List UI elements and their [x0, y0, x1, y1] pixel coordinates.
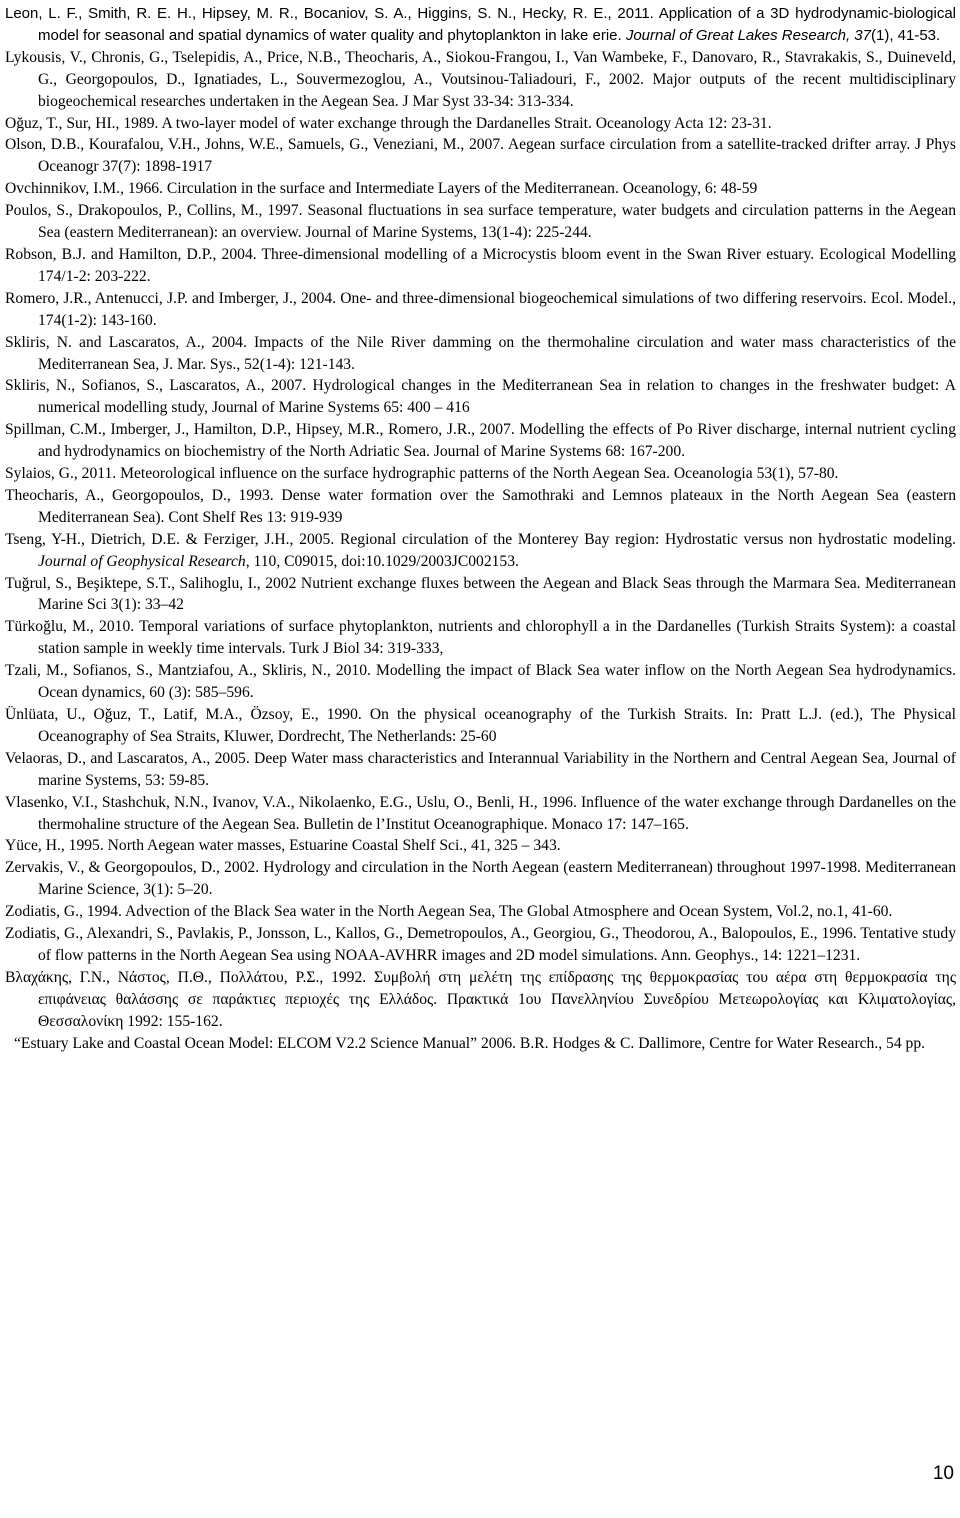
- page-number: 10: [932, 1463, 954, 1484]
- reference-entry: [5, 923, 956, 967]
- reference-text: Theocharis, A., Georgopoulos, D., 1993. Dense water formation over the Samothraki and Lemnos plateaux in the North Aegean Sea (eastern Mediterranean Sea). Cont Shelf Res 13: 919-939: [5, 486, 956, 526]
- reference-text: Zervakis, V., & Georgopoulos, D., 2002. Hydrology and circulation in the North Aegean (eastern Mediterranean) throughout 1997-1998. Mediterranean Marine Science, 3(1): 5–20.: [5, 859, 956, 899]
- reference-entry: [5, 3, 956, 47]
- reference-entry: [5, 288, 956, 332]
- reference-text: (1), 41-53.: [870, 26, 941, 44]
- reference-text: Yüce, H., 1995. North Aegean water masses, Estuarine Coastal Shelf Sci., 41, 325 – 343.: [5, 837, 561, 855]
- reference-text: Spillman, C.M., Imberger, J., Hamilton, D.P., Hipsey, M.R., Romero, J.R., 2007. Modelling the effects of Po River discharge, internal nutrient cycling and hydrodynamics on biochemistry of the North Adriatic Sea. Journal of Marine Systems 68: 167-200.: [5, 421, 956, 461]
- reference-entry: [5, 419, 956, 463]
- reference-text: Sylaios, G., 2011. Meteorological influence on the surface hydrographic patterns of the North Aegean Sea. Oceanologia 53(1), 57-80.: [5, 465, 839, 483]
- reference-list: [5, 3, 956, 1055]
- reference-text: Skliris, N. and Lascaratos, A., 2004. Impacts of the Nile River damming on the thermohaline circulation and water mass characteristics of the Mediterranean Sea, J. Mar. Sys., 52(1-4): 121-143.: [5, 333, 956, 373]
- reference-text: Velaoras, D., and Lascaratos, A., 2005. Deep Water mass characteristics and Interannual Variability in the Northern and Central Aegean Sea, Journal of marine Systems, 53: 59-85.: [5, 749, 956, 789]
- reference-text: Zodiatis, G., 1994. Advection of the Black Sea water in the North Aegean Sea, The Global Atmosphere and Ocean System, Vol.2, no.1, 41-60.: [5, 903, 893, 921]
- reference-entry: [5, 967, 956, 1033]
- reference-text: Tzali, M., Sofianos, S., Mantziafou, A., Skliris, N., 2010. Modelling the impact of Black Sea water inflow on the North Aegean Sea hydrodynamics. Ocean dynamics, 60 (3): 585–596.: [5, 662, 956, 702]
- reference-italic-text: Journal of Geophysical Research,: [38, 552, 250, 570]
- reference-entry: [5, 200, 956, 244]
- reference-text: Türkoğlu, M., 2010. Temporal variations of surface phytoplankton, nutrients and chlorophyll a in the Dardanelles (Turkish Straits System): a coastal station sample in weekly time intervals. Turk J Biol 34: 319-333,: [5, 618, 956, 658]
- reference-entry: [5, 178, 956, 200]
- reference-entry: [5, 573, 956, 617]
- reference-text: Oğuz, T., Sur, HI., 1989. A two-layer model of water exchange through the Dardanelles Strait. Oceanology Acta 12: 23-31.: [5, 114, 772, 132]
- reference-entry: [5, 332, 956, 376]
- reference-entry: [5, 375, 956, 419]
- reference-text: Lykousis, V., Chronis, G., Tselepidis, A., Price, N.B., Theocharis, A., Siokou-Frangou, I., Van Wambeke, F., Danovaro, R., Stavrakakis, S., Duineveld, G., Georgopoulos, D., Ignatiades, L., Souvermezoglou, A., Voutsinou-Taliadouri, F., 2002. Major outputs of the recent multidisciplinary biogeochemical researches undertaken in the Aegean Sea. J Mar Syst 33-34: 313-334.: [5, 48, 956, 110]
- reference-entry: [5, 134, 956, 178]
- reference-italic-text: Journal of Great Lakes Research, 37: [625, 26, 871, 44]
- reference-text: Vlasenko, V.I., Stashchuk, N.N., Ivanov, V.A., Nikolaenko, E.G., Uslu, O., Benli, H., 1996. Influence of the water exchange through Dardanelles on the thermohaline structure of the Aegean Sea. Bulletin de l’Institut Oceanographique. Monaco 17: 147–165.: [5, 793, 956, 833]
- reference-entry: [5, 835, 956, 857]
- reference-text: “Estuary Lake and Coastal Ocean Model: ELCOM V2.2 Science Manual” 2006. B.R. Hodges & C. Dallimore, Centre for Water Research., 54 pp.: [14, 1034, 926, 1052]
- reference-text: Olson, D.B., Kourafalou, V.H., Johns, W.E., Samuels, G., Veneziani, M., 2007. Aegean surface circulation from a satellite-tracked drifter array. J Phys Oceanogr 37(7): 1898-1917: [5, 136, 956, 176]
- reference-text: Βλαχάκης, Γ.Ν., Νάστος, Π.Θ., Πολλάτου, Ρ.Σ., 1992. Συμβολή στη μελέτη της επίδρασης της θερμοκρασίας του αέρα στη θερμοκρασία της επιφάνειας θαλάσσης σε παράκτιες περιοχές της Ελλάδος. Πρακτικά 1ου Πανελληνίου Συνεδρίου Μετεωρολογίας και Κλιματολογίας, Θεσσαλονίκη 1992: 155-162.: [5, 968, 956, 1030]
- reference-entry: [5, 529, 956, 573]
- reference-text: Ovchinnikov, I.M., 1966. Circulation in the surface and Intermediate Layers of the Mediterranean. Oceanology, 6: 48-59: [5, 180, 758, 198]
- reference-entry: [5, 47, 956, 113]
- reference-entry: [5, 463, 956, 485]
- reference-text: Ünlüata, U., Oğuz, T., Latif, M.A., Özsoy, E., 1990. On the physical oceanography of the Turkish Straits. In: Pratt L.J. (ed.), The Physical Oceanography of Sea Straits, Kluwer, Dordrecht, The Netherlands: 25-60: [5, 706, 956, 745]
- reference-entry: [5, 244, 956, 288]
- reference-entry: [5, 660, 956, 704]
- reference-entry: [5, 704, 956, 748]
- reference-text: Robson, B.J. and Hamilton, D.P., 2004. Three-dimensional modelling of a Microcystis bloom event in the Swan River estuary. Ecological Modelling 174/1-2: 203-222.: [5, 245, 956, 285]
- reference-text: Tseng, Y-H., Dietrich, D.E. & Ferziger, J.H., 2005. Regional circulation of the Monterey Bay region: Hydrostatic versus non hydrostatic modeling.: [5, 530, 956, 548]
- reference-text: Zodiatis, G., Alexandri, S., Pavlakis, P., Jonsson, L., Kallos, G., Demetropoulos, A., Georgiou, G., Theodorou, A., Balopoulos, E., 1996. Tentative study of flow patterns in the North Aegean Sea using NOAA-AVHRR images and 2D model simulations. Ann. Geophys., 14: 1221–1231.: [5, 925, 956, 964]
- reference-text: Tuğrul, S., Beşiktepe, S.T., Salihoglu, I., 2002 Nutrient exchange fluxes between the Aegean and Black Seas through the Marmara Sea. Mediterranean Marine Sci 3(1): 33–42: [5, 574, 956, 614]
- reference-entry: [5, 857, 956, 901]
- reference-entry: [5, 1033, 956, 1055]
- reference-text: Romero, J.R., Antenucci, J.P. and Imberger, J., 2004. One- and three-dimensional biogeochemical simulations of two differing reservoirs. Ecol. Model., 174(1-2): 143-160.: [5, 289, 956, 329]
- reference-entry: [5, 748, 956, 792]
- reference-entry: [5, 901, 956, 923]
- reference-text: Leon, L. F., Smith, R. E. H., Hipsey, M. R., Bocaniov, S. A., Higgins, S. N., Hecky, R. E., 2011. Application of a 3D hydrodynamic-biological model for seasonal and spatial dynamics of water quality and phytoplankton in lake erie.: [5, 5, 956, 44]
- reference-entry: [5, 616, 956, 660]
- reference-entry: [5, 113, 956, 135]
- reference-entry: [5, 485, 956, 529]
- reference-text: 110, C09015, doi:10.1029/2003JC002153.: [249, 552, 519, 570]
- reference-entry: [5, 792, 956, 836]
- reference-text: Poulos, S., Drakopoulos, P., Collins, M., 1997. Seasonal fluctuations in sea surface temperature, water budgets and circulation patterns in the Aegean Sea (eastern Mediterranean): an overview. Journal of Marine Systems, 13(1-4): 225-244.: [5, 202, 956, 242]
- reference-text: Skliris, N., Sofianos, S., Lascaratos, A., 2007. Hydrological changes in the Mediterranean Sea in relation to changes in the freshwater budget: A numerical modelling study, Journal of Marine Systems 65: 400 – 416: [5, 377, 956, 417]
